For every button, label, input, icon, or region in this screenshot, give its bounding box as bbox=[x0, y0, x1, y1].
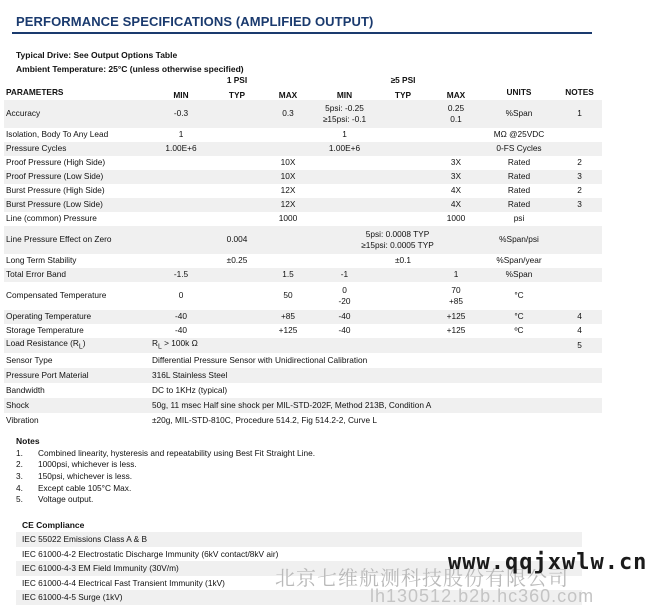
row-param: Proof Pressure (Low Side) bbox=[4, 170, 150, 184]
row-min1 bbox=[150, 254, 212, 268]
row-typ2 bbox=[375, 198, 431, 212]
table-row bbox=[4, 353, 602, 368]
row-min2: 1 bbox=[342, 129, 347, 140]
row-units: Rated bbox=[507, 157, 531, 168]
row-max2-line1: 70 bbox=[451, 285, 461, 295]
note-text: Except cable 105°C Max. bbox=[38, 482, 132, 493]
header-range-row bbox=[4, 75, 602, 86]
row-max1: 1.5 bbox=[262, 268, 314, 282]
units-header: UNITS bbox=[506, 87, 532, 98]
row-units: Rated bbox=[481, 198, 557, 212]
table-row bbox=[4, 368, 602, 383]
row-param: Burst Pressure (High Side) bbox=[6, 185, 105, 196]
row-param: Vibration bbox=[6, 414, 39, 425]
row-wide-value: 316L Stainless Steel bbox=[150, 368, 602, 383]
row-param: Accuracy bbox=[4, 100, 150, 128]
row-max2: 3X bbox=[450, 157, 462, 168]
row-typ1 bbox=[212, 268, 262, 282]
row-typ1 bbox=[212, 324, 262, 338]
row-max1 bbox=[262, 128, 314, 142]
watermark-site: lh130512.b2b.hc360.com bbox=[370, 586, 595, 606]
row-max1: 0.3 bbox=[262, 100, 314, 128]
watermark-company: 北京七维航测科技股份有限公司 bbox=[275, 568, 569, 590]
row-max2-line2: 0.1 bbox=[450, 114, 462, 124]
note-number: 1. bbox=[16, 447, 23, 458]
row-min1: -1.5 bbox=[150, 268, 212, 282]
row-min1 bbox=[150, 198, 212, 212]
row-wide-value bbox=[150, 338, 481, 353]
row-min1: -40 bbox=[175, 325, 187, 336]
row-typ1 bbox=[212, 198, 262, 212]
row-notes: 3 bbox=[557, 170, 602, 184]
row-max1 bbox=[262, 142, 314, 156]
row-notes bbox=[557, 254, 602, 268]
note-item bbox=[16, 459, 315, 471]
row-typ1 bbox=[212, 212, 262, 226]
row-typ1 bbox=[212, 170, 262, 184]
row-param: Pressure Cycles bbox=[4, 142, 150, 156]
row-notes: 2 bbox=[577, 157, 582, 168]
row-min1 bbox=[150, 170, 212, 184]
row-typ2 bbox=[375, 170, 431, 184]
row-max1: +125 bbox=[278, 325, 298, 336]
min2-header: MIN bbox=[336, 89, 353, 100]
row-notes: 2 bbox=[577, 185, 582, 196]
row-param: Sensor Type bbox=[6, 354, 53, 365]
row-max1: +85 bbox=[262, 310, 314, 324]
note-number: 4. bbox=[16, 482, 23, 493]
row-param: Bandwidth bbox=[6, 384, 45, 395]
ce-item: IEC 61000-4-3 EM Field Immunity (30V/m) bbox=[16, 561, 582, 576]
row-max2: +125 bbox=[431, 310, 481, 324]
row-typ2 bbox=[375, 142, 431, 156]
row-units: %Span/psi bbox=[481, 226, 557, 254]
table-row bbox=[4, 184, 602, 198]
row-notes bbox=[557, 128, 602, 142]
typical-drive-condition: Typical Drive: See Output Options Table bbox=[16, 50, 178, 60]
row-typ2 bbox=[375, 282, 431, 310]
row-min2: -40 bbox=[338, 325, 351, 336]
row-min1: -0.3 bbox=[150, 100, 212, 128]
table-row bbox=[4, 100, 602, 128]
row-max2: 3X bbox=[431, 170, 481, 184]
table-row bbox=[4, 282, 602, 310]
row-typ1: 0.004 bbox=[212, 226, 262, 254]
row-param: Long Term Stability bbox=[6, 255, 77, 266]
row-typ2 bbox=[375, 184, 431, 198]
row-typ1 bbox=[212, 184, 262, 198]
row-notes bbox=[557, 226, 602, 254]
ce-item: IEC 55022 Emissions Class A & B bbox=[16, 532, 582, 547]
ce-item: IEC 61000-4-4 Electrical Fast Transient Immunity (1kV) bbox=[22, 577, 225, 588]
note-text: Voltage output. bbox=[38, 494, 94, 505]
row-min1 bbox=[150, 212, 212, 226]
row-min1: -40 bbox=[150, 310, 212, 324]
row-min2: -1 bbox=[314, 268, 375, 282]
table-row bbox=[4, 254, 602, 268]
row-typ1 bbox=[212, 142, 262, 156]
ce-item: IEC 61000-4-5 Surge (1kV) bbox=[16, 590, 582, 605]
range-1psi-header: 1 PSI bbox=[226, 74, 248, 85]
row-span2 bbox=[314, 226, 481, 254]
row-units: Rated bbox=[481, 170, 557, 184]
row-typ1 bbox=[212, 100, 262, 128]
row-wide-value: 50g, 11 msec Half sine shock per MIL-STD-202F, Method 213B, Condition A bbox=[150, 398, 602, 413]
row-max1 bbox=[262, 226, 314, 254]
notes-heading: Notes bbox=[16, 436, 40, 446]
row-param: Compensated Temperature bbox=[6, 290, 107, 301]
min1-header: MIN bbox=[173, 89, 189, 100]
ce-item: IEC 61000-4-2 Electrostatic Discharge Immunity (6kV contact/8kV air) bbox=[22, 548, 279, 559]
row-param: Operating Temperature bbox=[4, 310, 150, 324]
row-param: Line (common) Pressure bbox=[6, 213, 97, 224]
row-max2: 1000 bbox=[446, 213, 466, 224]
row-wide-value: Differential Pressure Sensor with Unidirectional Calibration bbox=[152, 354, 368, 365]
row-typ1: ±0.25 bbox=[226, 255, 248, 266]
row-units: 0-FS Cycles bbox=[481, 142, 557, 156]
row-min2-line1: 5psi: -0.25 bbox=[325, 103, 364, 113]
load-resistance-label: Load Resistance (R bbox=[6, 337, 79, 348]
row-notes bbox=[557, 282, 602, 310]
row-typ1 bbox=[212, 156, 262, 170]
table-row bbox=[4, 128, 602, 142]
load-resistance-value-sub: L bbox=[158, 343, 162, 351]
specifications-table bbox=[4, 75, 602, 428]
typ2-header: TYP bbox=[394, 89, 412, 100]
note-number: 2. bbox=[16, 459, 23, 470]
row-typ2 bbox=[375, 156, 431, 170]
row-typ1 bbox=[212, 310, 262, 324]
parameters-header: PARAMETERS bbox=[6, 87, 64, 98]
spec-title-bar bbox=[12, 10, 592, 34]
row-min2-line2: ≥15psi: -0.1 bbox=[322, 114, 367, 124]
row-min1 bbox=[150, 226, 212, 254]
table-row bbox=[4, 383, 602, 398]
row-min2: 1.00E+6 bbox=[314, 142, 375, 156]
row-typ2 bbox=[375, 128, 431, 142]
row-max1: 12X bbox=[280, 185, 296, 196]
row-param: Line Pressure Effect on Zero bbox=[4, 226, 150, 254]
row-max2 bbox=[431, 100, 481, 128]
row-max2 bbox=[431, 128, 481, 142]
row-min2 bbox=[314, 184, 375, 198]
load-resistance-row bbox=[4, 338, 602, 353]
row-units: %Span bbox=[481, 100, 557, 128]
table-row bbox=[4, 413, 602, 428]
table-row bbox=[4, 398, 602, 413]
row-notes: 4 bbox=[577, 325, 582, 336]
row-units: Rated bbox=[507, 185, 531, 196]
table-row bbox=[4, 156, 602, 170]
row-notes bbox=[557, 268, 602, 282]
row-min1 bbox=[150, 184, 212, 198]
row-units: °C bbox=[514, 290, 524, 301]
row-max2-line1: 0.25 bbox=[447, 103, 465, 113]
load-resistance-label-sub: L bbox=[78, 343, 83, 351]
row-min1: 1 bbox=[178, 129, 184, 140]
row-typ2 bbox=[375, 100, 431, 128]
note-item bbox=[16, 493, 315, 505]
row-param: Shock bbox=[4, 398, 150, 413]
table-row bbox=[4, 198, 602, 212]
row-notes: 3 bbox=[557, 198, 602, 212]
row-param: Pressure Port Material bbox=[4, 368, 150, 383]
note-text: 150psi, whichever is less. bbox=[38, 470, 133, 481]
row-max1 bbox=[262, 254, 314, 268]
row-typ1 bbox=[212, 128, 262, 142]
note-item bbox=[16, 470, 315, 482]
notes-header: NOTES bbox=[565, 87, 594, 98]
row-notes bbox=[557, 212, 602, 226]
table-row bbox=[4, 212, 602, 226]
note-item bbox=[16, 482, 315, 494]
row-min2 bbox=[314, 212, 375, 226]
row-max1: 50 bbox=[283, 290, 293, 301]
row-units: psi bbox=[513, 213, 525, 224]
row-wide-value: DC to 1KHz (typical) bbox=[152, 384, 228, 395]
row-max2 bbox=[431, 254, 481, 268]
row-min1: 1.00E+6 bbox=[150, 142, 212, 156]
row-typ1 bbox=[212, 282, 262, 310]
row-min2 bbox=[314, 282, 375, 310]
load-resistance-value: R bbox=[152, 337, 158, 348]
notes-section bbox=[16, 436, 315, 505]
row-notes bbox=[557, 142, 602, 156]
row-max2: 1 bbox=[431, 268, 481, 282]
row-max2-line2: +85 bbox=[448, 296, 464, 306]
row-min1: 0 bbox=[178, 290, 184, 301]
row-notes: 5 bbox=[557, 338, 602, 353]
typ1-header: TYP bbox=[228, 89, 246, 100]
row-typ2 bbox=[375, 212, 431, 226]
ce-compliance-heading: CE Compliance bbox=[22, 520, 85, 530]
row-wide-value: ±20g, MIL-STD-810C, Procedure 514.2, Fig 514.2-2, Curve L bbox=[152, 414, 377, 425]
row-units: %Span bbox=[481, 268, 557, 282]
row-min2-line2: -20 bbox=[338, 296, 351, 306]
ambient-temperature-condition: Ambient Temperature: 25°C (unless otherwise specified) bbox=[16, 64, 244, 74]
note-item bbox=[16, 447, 315, 459]
row-min2 bbox=[314, 156, 375, 170]
note-number: 3. bbox=[16, 470, 23, 481]
row-min2-line1: 0 bbox=[342, 285, 347, 295]
note-text: Combined linearity, hysteresis and repeatability using Best Fit Straight Line. bbox=[38, 447, 316, 458]
row-units: °C bbox=[481, 310, 557, 324]
row-typ2 bbox=[375, 310, 431, 324]
row-min2 bbox=[314, 254, 375, 268]
note-number: 5. bbox=[16, 494, 23, 505]
row-units: ºC bbox=[514, 325, 524, 336]
load-resistance-value-end: > 100k Ω bbox=[161, 337, 198, 348]
note-text: 1000psi, whichever is less. bbox=[38, 459, 137, 470]
row-min2 bbox=[314, 198, 375, 212]
row-min2: -40 bbox=[314, 310, 375, 324]
row-param: Total Error Band bbox=[4, 268, 150, 282]
row-max1: 10X bbox=[280, 157, 296, 168]
row-span2-line1: 5psi: 0.0008 TYP bbox=[365, 229, 430, 239]
range-5psi-header: ≥5 PSI bbox=[390, 74, 416, 85]
max1-header: MAX bbox=[278, 89, 298, 100]
row-units: %Span/year bbox=[496, 255, 542, 266]
row-param: Storage Temperature bbox=[6, 325, 84, 336]
row-typ2 bbox=[375, 324, 431, 338]
row-max1: 10X bbox=[262, 170, 314, 184]
watermark-url: www.qqjxwlw.cn bbox=[448, 550, 647, 575]
row-min1 bbox=[150, 156, 212, 170]
load-resistance-label-end: ) bbox=[82, 337, 86, 348]
row-min2 bbox=[314, 100, 375, 128]
row-units: MΩ @25VDC bbox=[493, 129, 545, 140]
table-row bbox=[4, 226, 602, 254]
table-row bbox=[4, 310, 602, 324]
table-row bbox=[4, 170, 602, 184]
row-max1: 1000 bbox=[278, 213, 298, 224]
header-columns-row bbox=[4, 86, 602, 100]
table-row bbox=[4, 324, 602, 338]
row-param: Burst Pressure (Low Side) bbox=[4, 198, 150, 212]
row-notes: 4 bbox=[557, 310, 602, 324]
table-row bbox=[4, 268, 602, 282]
row-param: Proof Pressure (High Side) bbox=[6, 157, 106, 168]
row-max1: 12X bbox=[262, 198, 314, 212]
table-row bbox=[4, 142, 602, 156]
row-max2 bbox=[431, 282, 481, 310]
row-typ2 bbox=[375, 268, 431, 282]
row-max2: +125 bbox=[446, 325, 466, 336]
page-title: PERFORMANCE SPECIFICATIONS (AMPLIFIED OUTPUT) bbox=[16, 14, 374, 29]
row-notes: 1 bbox=[557, 100, 602, 128]
row-max2: 4X bbox=[431, 198, 481, 212]
row-span2-line2: ≥15psi: 0.0005 TYP bbox=[361, 240, 434, 250]
row-param bbox=[4, 338, 150, 353]
row-max2: 4X bbox=[450, 185, 462, 196]
row-typ2: ±0.1 bbox=[394, 255, 412, 266]
row-param: Isolation, Body To Any Lead bbox=[6, 129, 109, 140]
max2-header: MAX bbox=[446, 89, 466, 100]
row-min2 bbox=[314, 170, 375, 184]
row-max2 bbox=[431, 142, 481, 156]
